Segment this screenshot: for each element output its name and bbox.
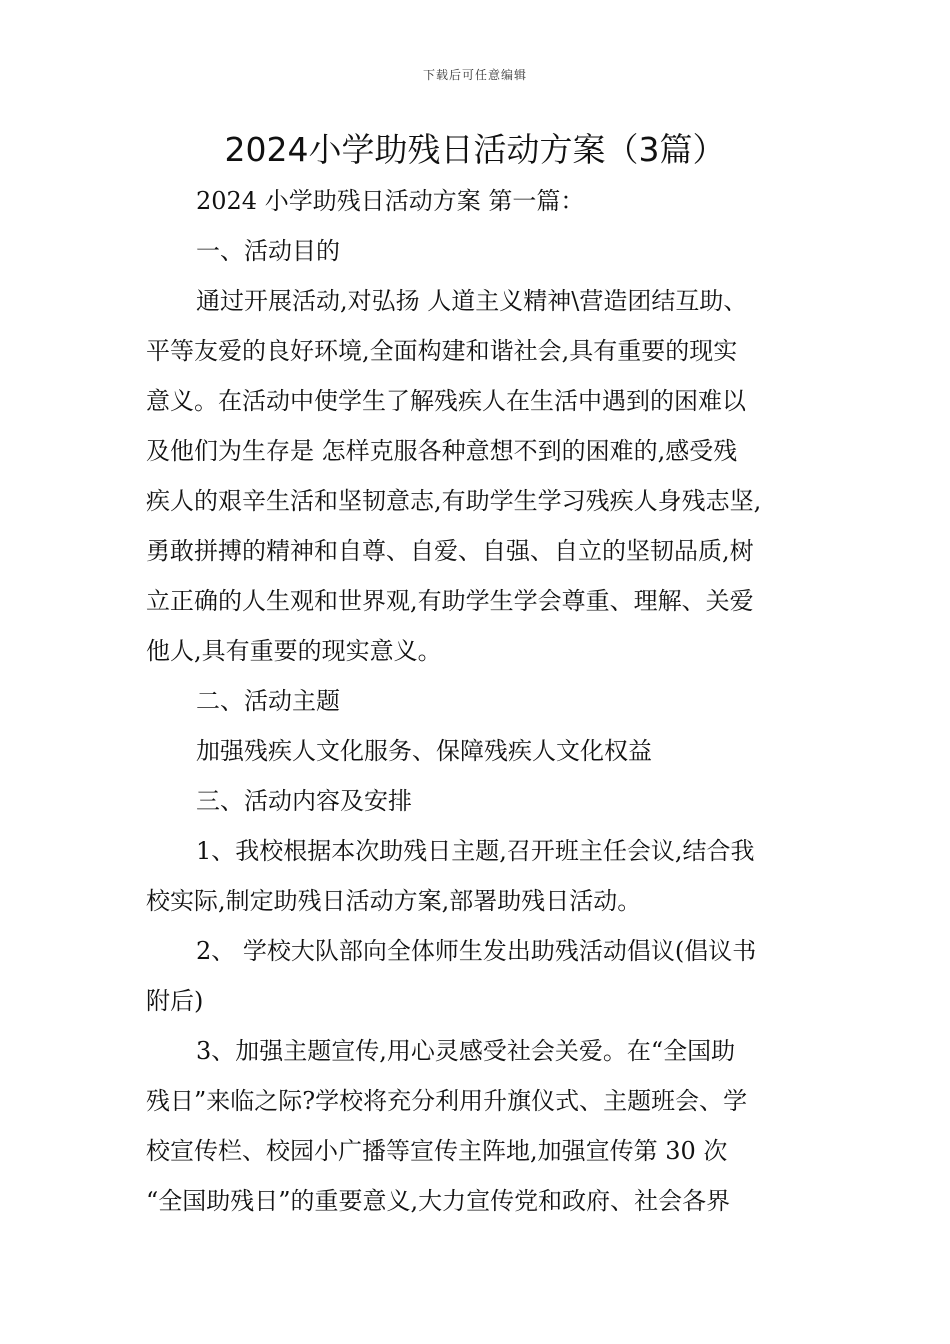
text-line: 附后) (146, 987, 204, 1015)
text-line: 意义。在活动中使学生了解残疾人在生活中遇到的困难以 (146, 387, 746, 415)
text-line: 他人,具有重要的现实意义。 (146, 637, 442, 665)
text-line: 1、我校根据本次助残日主题,召开班主任会议,结合我 (196, 837, 755, 865)
text-line: 加强残疾人文化服务、保障残疾人文化权益 (196, 737, 652, 765)
text-line: 一、活动目的 (196, 237, 340, 265)
text-line: 残日”来临之际?学校将充分利用升旗仪式、主题班会、学 (146, 1087, 748, 1115)
document-body (146, 176, 814, 1226)
header-note: 下载后可任意编辑 (422, 68, 527, 82)
text-line: 通过开展活动,对弘扬 人道主义精神\营造团结互助、 (196, 287, 748, 315)
text-line: “全国助残日”的重要意义,大力宣传党和政府、社会各界 (146, 1187, 731, 1215)
text-line: 校实际,制定助残日活动方案,部署助残日活动。 (146, 887, 642, 915)
text-line: 三、活动内容及安排 (196, 787, 412, 815)
text-line: 3、加强主题宣传,用心灵感受社会关爱。在“全国助 (196, 1037, 736, 1065)
text-line: 立正确的人生观和世界观,有助学生学会尊重、理解、关爱 (146, 587, 754, 615)
text-line: 平等友爱的良好环境,全面构建和谐社会,具有重要的现实 (146, 337, 738, 365)
text-line: 疾人的艰辛生活和坚韧意志,有助学生学习残疾人身残志坚, (146, 487, 762, 515)
text-line: 及他们为生存是 怎样克服各种意想不到的困难的,感受残 (146, 437, 738, 465)
text-line: 二、活动主题 (196, 687, 340, 715)
document-title: 2024小学助残日活动方案（3篇） (224, 130, 726, 169)
text-line: 2、 学校大队部向全体师生发出助残活动倡议(倡议书 (196, 937, 757, 965)
text-line: 勇敢拼搏的精神和自尊、自爱、自强、自立的坚韧品质,树 (146, 537, 754, 565)
text-line: 校宣传栏、校园小广播等宣传主阵地,加强宣传第 30 次 (146, 1137, 728, 1165)
text-line: 2024 小学助残日活动方案 第一篇： (196, 187, 585, 215)
